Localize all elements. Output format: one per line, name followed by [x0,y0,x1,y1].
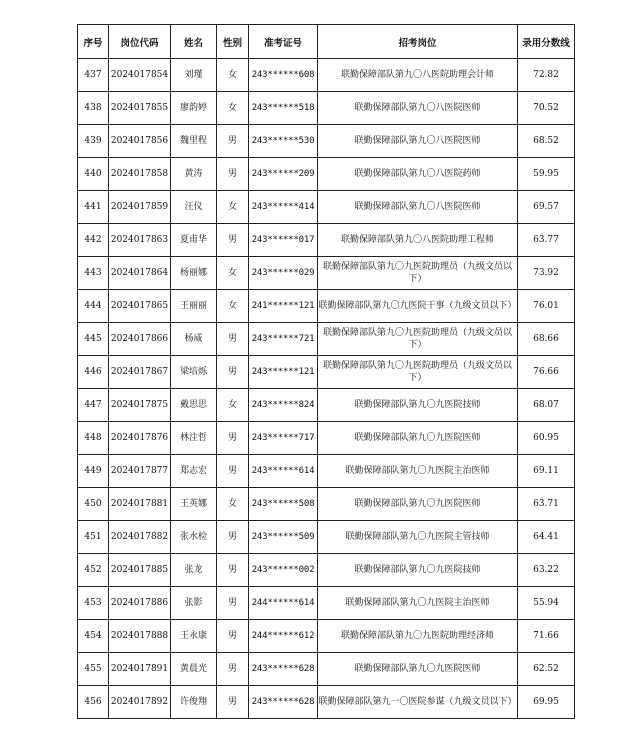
cell-exam-number: 243******628 [249,653,318,686]
cell-post-code: 2024017886 [109,587,171,620]
cell-seq: 438 [78,92,109,125]
cell-gender: 女 [217,92,249,125]
cell-name: 廖韵婷 [171,92,217,125]
cell-gender: 女 [217,257,249,290]
cell-exam-number: 243******209 [249,158,318,191]
results-table [77,24,575,719]
cell-name: 郑志宏 [171,455,217,488]
cell-score: 63.71 [518,488,575,521]
cell-seq: 455 [78,653,109,686]
cell-score: 64.41 [518,521,575,554]
cell-score: 69.57 [518,191,575,224]
cell-score: 76.66 [518,356,575,389]
header-name: 姓名 [171,25,217,59]
cell-exam-number: 243******530 [249,125,318,158]
cell-post-code: 2024017877 [109,455,171,488]
cell-score: 63.77 [518,224,575,257]
cell-position: 联勤保障部队第九〇八医院医师 [318,191,518,224]
cell-name: 黄晨光 [171,653,217,686]
cell-score: 68.66 [518,323,575,356]
table-row [78,686,575,719]
cell-gender: 男 [217,620,249,653]
cell-gender: 男 [217,686,249,719]
table-row [78,554,575,587]
table-row [78,356,575,389]
cell-seq: 443 [78,257,109,290]
cell-name: 刘瑾 [171,59,217,92]
cell-position: 联勤保障部队第九〇八医院医师 [318,92,518,125]
cell-exam-number: 244******612 [249,620,318,653]
cell-position: 联勤保障部队第九〇八医院助理会计师 [318,59,518,92]
cell-score: 59.95 [518,158,575,191]
cell-position: 联勤保障部队第九〇九医院干事（九级文员以下） [318,290,518,323]
cell-exam-number: 243******717 [249,422,318,455]
cell-gender: 男 [217,422,249,455]
cell-gender: 男 [217,323,249,356]
cell-name: 林注哲 [171,422,217,455]
cell-post-code: 2024017856 [109,125,171,158]
cell-gender: 男 [217,125,249,158]
table-row [78,389,575,422]
cell-seq: 439 [78,125,109,158]
cell-gender: 男 [217,521,249,554]
cell-post-code: 2024017859 [109,191,171,224]
cell-score: 62.52 [518,653,575,686]
header-position: 招考岗位 [318,25,518,59]
cell-position: 联勤保障部队第九〇九医院主治医师 [318,455,518,488]
cell-exam-number: 243******002 [249,554,318,587]
cell-name: 黄涛 [171,158,217,191]
cell-seq: 437 [78,59,109,92]
cell-gender: 女 [217,59,249,92]
cell-post-code: 2024017888 [109,620,171,653]
header-exam-number: 准考证号 [249,25,318,59]
cell-score: 70.52 [518,92,575,125]
table-row [78,587,575,620]
cell-name: 王丽丽 [171,290,217,323]
cell-position: 联勤保障部队第九〇九医院助理经济师 [318,620,518,653]
cell-name: 王英娜 [171,488,217,521]
cell-score: 68.07 [518,389,575,422]
cell-post-code: 2024017892 [109,686,171,719]
cell-seq: 442 [78,224,109,257]
cell-seq: 451 [78,521,109,554]
cell-score: 72.82 [518,59,575,92]
cell-name: 许俊翔 [171,686,217,719]
cell-post-code: 2024017864 [109,257,171,290]
cell-seq: 440 [78,158,109,191]
cell-position: 联勤保障部队第九〇九医院医师 [318,422,518,455]
cell-position: 联勤保障部队第九〇九医院助理员（九级文员以下） [318,356,518,389]
cell-seq: 448 [78,422,109,455]
table-row [78,290,575,323]
cell-post-code: 2024017881 [109,488,171,521]
cell-position: 联勤保障部队第九〇八医院助理工程师 [318,224,518,257]
cell-score: 68.52 [518,125,575,158]
cell-seq: 452 [78,554,109,587]
cell-seq: 450 [78,488,109,521]
table-row [78,158,575,191]
table-row [78,92,575,125]
table-row [78,653,575,686]
cell-post-code: 2024017865 [109,290,171,323]
table-row [78,257,575,290]
cell-position: 联勤保障部队第九〇九医院技师 [318,554,518,587]
cell-post-code: 2024017882 [109,521,171,554]
table-row [78,488,575,521]
cell-name: 梁培烁 [171,356,217,389]
cell-position: 联勤保障部队第九〇九医院医师 [318,653,518,686]
cell-exam-number: 243******508 [249,488,318,521]
table-header-row [78,25,575,59]
cell-gender: 女 [217,488,249,521]
cell-position: 联勤保障部队第九〇九医院技师 [318,389,518,422]
cell-score: 60.95 [518,422,575,455]
table-row [78,125,575,158]
cell-exam-number: 243******017 [249,224,318,257]
cell-seq: 445 [78,323,109,356]
cell-position: 联勤保障部队第九〇八医院医师 [318,125,518,158]
cell-gender: 女 [217,191,249,224]
table-row [78,455,575,488]
cell-post-code: 2024017854 [109,59,171,92]
cell-name: 张影 [171,587,217,620]
cell-post-code: 2024017863 [109,224,171,257]
header-post-code: 岗位代码 [109,25,171,59]
cell-seq: 446 [78,356,109,389]
cell-exam-number: 243******121 [249,356,318,389]
cell-exam-number: 243******824 [249,389,318,422]
cell-name: 戴思思 [171,389,217,422]
cell-exam-number: 241******121 [249,290,318,323]
cell-post-code: 2024017858 [109,158,171,191]
table-row [78,323,575,356]
cell-gender: 男 [217,224,249,257]
cell-score: 69.95 [518,686,575,719]
cell-gender: 男 [217,158,249,191]
header-gender: 性别 [217,25,249,59]
cell-exam-number: 243******414 [249,191,318,224]
cell-position: 联勤保障部队第九〇八医院药师 [318,158,518,191]
cell-exam-number: 243******721 [249,323,318,356]
cell-seq: 456 [78,686,109,719]
cell-score: 63.22 [518,554,575,587]
cell-post-code: 2024017885 [109,554,171,587]
cell-score: 73.92 [518,257,575,290]
cell-gender: 男 [217,587,249,620]
cell-seq: 444 [78,290,109,323]
cell-seq: 449 [78,455,109,488]
cell-name: 魏里程 [171,125,217,158]
cell-exam-number: 243******518 [249,92,318,125]
table-body [78,59,575,719]
cell-seq: 454 [78,620,109,653]
cell-name: 张水检 [171,521,217,554]
header-score-line: 录用分数线 [518,25,575,59]
cell-exam-number: 243******509 [249,521,318,554]
cell-post-code: 2024017891 [109,653,171,686]
cell-exam-number: 243******029 [249,257,318,290]
cell-position: 联勤保障部队第九〇九医院主治医师 [318,587,518,620]
cell-name: 杨威 [171,323,217,356]
cell-gender: 男 [217,653,249,686]
cell-position: 联勤保障部队第九一〇医院参谋（九级文员以下） [318,686,518,719]
cell-gender: 男 [217,356,249,389]
cell-score: 76.01 [518,290,575,323]
table-row [78,59,575,92]
cell-name: 汪仪 [171,191,217,224]
cell-name: 张龙 [171,554,217,587]
table-row [78,620,575,653]
cell-exam-number: 243******628 [249,686,318,719]
cell-exam-number: 243******608 [249,59,318,92]
cell-post-code: 2024017866 [109,323,171,356]
cell-exam-number: 243******614 [249,455,318,488]
cell-post-code: 2024017875 [109,389,171,422]
cell-seq: 453 [78,587,109,620]
cell-gender: 女 [217,389,249,422]
cell-position: 联勤保障部队第九〇九医院主管技师 [318,521,518,554]
cell-position: 联勤保障部队第九〇九医院助理员（九级文员以下） [318,323,518,356]
cell-post-code: 2024017876 [109,422,171,455]
cell-gender: 男 [217,554,249,587]
cell-seq: 441 [78,191,109,224]
cell-gender: 男 [217,455,249,488]
cell-position: 联勤保障部队第九〇九医院医师 [318,488,518,521]
cell-post-code: 2024017855 [109,92,171,125]
cell-post-code: 2024017867 [109,356,171,389]
cell-score: 71.66 [518,620,575,653]
table-row [78,224,575,257]
cell-gender: 女 [217,290,249,323]
table-row [78,422,575,455]
cell-name: 王永康 [171,620,217,653]
table-row [78,521,575,554]
cell-position: 联勤保障部队第九〇九医院助理员（九级文员以下） [318,257,518,290]
cell-score: 69.11 [518,455,575,488]
header-seq: 序号 [78,25,109,59]
cell-name: 杨丽娜 [171,257,217,290]
cell-exam-number: 244******614 [249,587,318,620]
cell-score: 55.94 [518,587,575,620]
table-row [78,191,575,224]
cell-seq: 447 [78,389,109,422]
cell-name: 夏甫华 [171,224,217,257]
